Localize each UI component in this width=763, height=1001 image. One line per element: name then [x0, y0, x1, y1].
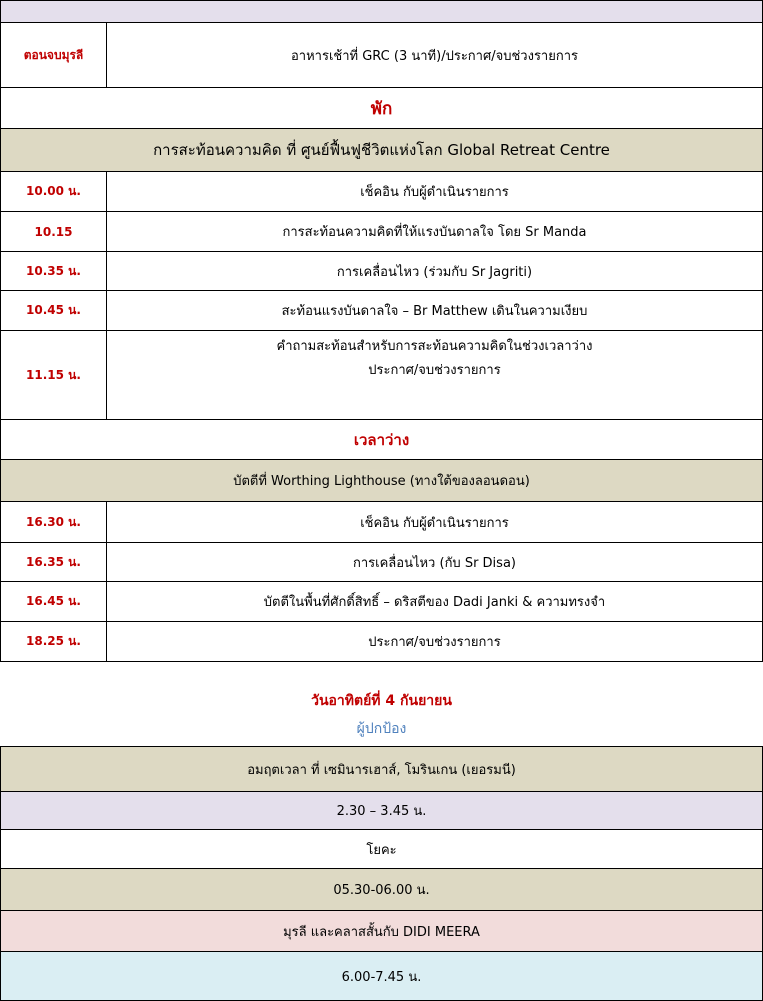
- table-row: [1, 582, 763, 622]
- day-title: วันอาทิตย์ที่ 4 กันยายน: [311, 693, 452, 709]
- desc-cell: บัตตีในพื้นที่ศักดิ์สิทธิ์ – ดริสตีของ Dadi Janki & ความทรงจำ: [107, 582, 763, 622]
- host-label: ผู้ปกป้อง: [356, 721, 407, 737]
- venue-row: [1, 129, 763, 172]
- table-row: [1, 952, 763, 1001]
- time-cell: 16.35 น.: [1, 543, 107, 582]
- venue-title: บัตตีที่ Worthing Lighthouse (ทางใต้ของลอนดอน): [1, 460, 763, 502]
- table-row: [1, 622, 763, 662]
- desc-cell: เช็คอิน กับผู้ดำเนินรายการ: [107, 502, 763, 543]
- table-row: [1, 543, 763, 582]
- time-cell: 18.25 น.: [1, 622, 107, 662]
- time-cell: ตอนจบมุรลี: [1, 23, 107, 88]
- desc-cell: การเคลื่อนไหว (ร่วมกับ Sr Jagriti): [107, 252, 763, 291]
- amrit-vela-title: อมฤตเวลา ที่ เซมินารเฮาส์, โมรินเกน (เยอรมนี): [1, 747, 763, 792]
- desc-line: คำถามสะท้อนสำหรับการสะท้อนความคิดในช่วงเวลาว่าง: [276, 339, 593, 354]
- desc-cell: อาหารเช้าที่ GRC (3 นาที)/ประกาศ/จบช่วงรายการ: [107, 23, 763, 88]
- desc-cell: สะท้อนแรงบันดาลใจ – Br Matthew เดินในความเงียบ: [107, 291, 763, 331]
- desc-cell: การสะท้อนความคิดที่ให้แรงบันดาลใจ โดย Sr Manda: [107, 212, 763, 252]
- free-time-row: [1, 420, 763, 460]
- header-strip: [1, 1, 763, 23]
- time-cell: 10.00 น.: [1, 172, 107, 212]
- day2-table: [0, 746, 763, 1001]
- free-time-label: เวลาว่าง: [1, 420, 763, 460]
- time-cell: 16.30 น.: [1, 502, 107, 543]
- table-row: [1, 291, 763, 331]
- table-row: [1, 502, 763, 543]
- header-strip-row: [1, 1, 763, 23]
- break-row: [1, 88, 763, 129]
- desc-cell: การเคลื่อนไหว (กับ Sr Disa): [107, 543, 763, 582]
- table-row: [1, 23, 763, 88]
- table-row: [1, 747, 763, 792]
- table-row: [1, 172, 763, 212]
- time-range: 6.00-7.45 น.: [1, 952, 763, 1001]
- table-row: [1, 869, 763, 911]
- time-cell: 16.45 น.: [1, 582, 107, 622]
- table-row: [1, 792, 763, 830]
- venue-title: การสะท้อนความคิด ที่ ศูนย์ฟื้นฟูชีวิตแห่งโลก Global Retreat Centre: [1, 129, 763, 172]
- desc-cell: [107, 331, 763, 420]
- murli-class-label: มุรลี และคลาสสั้นกับ DIDI MEERA: [1, 911, 763, 952]
- desc-cell: ประกาศ/จบช่วงรายการ: [107, 622, 763, 662]
- table-row: [1, 331, 763, 420]
- table-row: [1, 911, 763, 952]
- time-range: 05.30-06.00 น.: [1, 869, 763, 911]
- time-cell: 10.15: [1, 212, 107, 252]
- desc-cell: เช็คอิน กับผู้ดำเนินรายการ: [107, 172, 763, 212]
- time-cell: 10.45 น.: [1, 291, 107, 331]
- desc-line: ประกาศ/จบช่วงรายการ: [368, 363, 501, 378]
- table-row: [1, 252, 763, 291]
- time-cell: 11.15 น.: [1, 331, 107, 420]
- time-range: 2.30 – 3.45 น.: [1, 792, 763, 830]
- yoga-label: โยคะ: [1, 830, 763, 869]
- break-label: พัก: [1, 88, 763, 129]
- time-cell: 10.35 น.: [1, 252, 107, 291]
- table-row: [1, 212, 763, 252]
- table-row: [1, 830, 763, 869]
- venue-row: [1, 460, 763, 502]
